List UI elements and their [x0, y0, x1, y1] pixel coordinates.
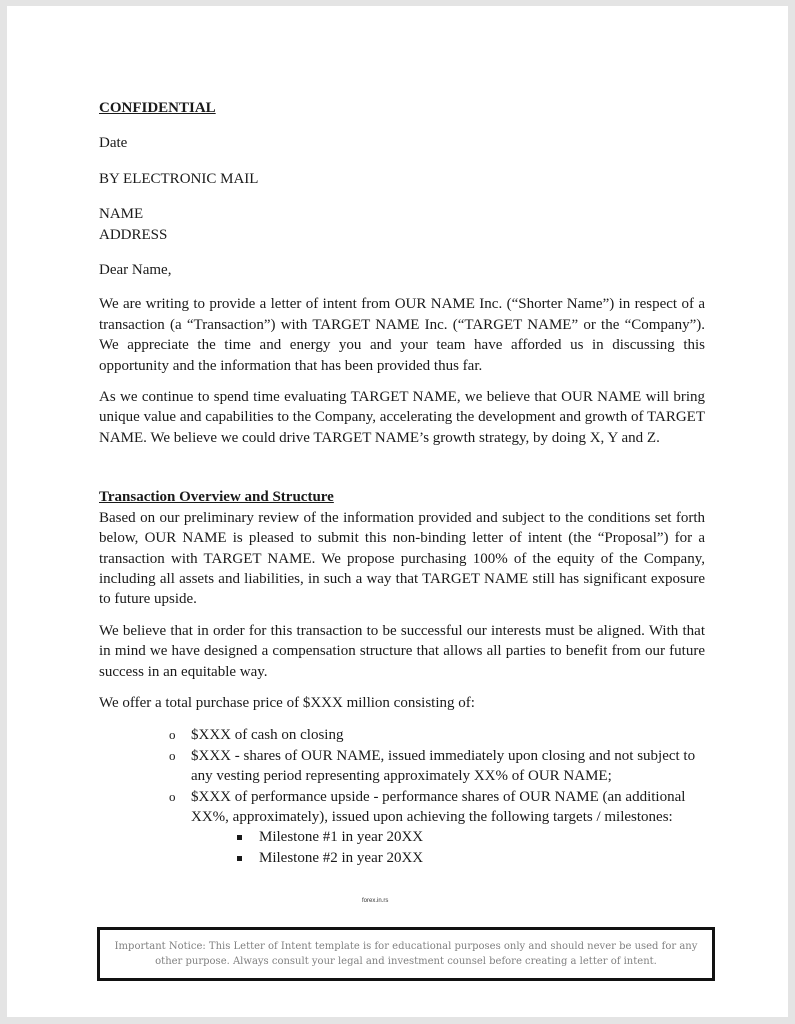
- offer-item-text: $XXX - shares of OUR NAME, issued immediately upon closing and not subject to any vesting period representing approximately XX% of OUR NAME;: [191, 747, 696, 785]
- notice-text: Important Notice: This Letter of Intent template is for educational purposes only and should never be used for any other purpose. Always consult your legal and investment counsel before creating a letter of intent.: [114, 941, 698, 967]
- offer-intro: We offer a total purchase price of $XXX million consisting of:: [99, 694, 475, 711]
- circle-bullet-icon: o: [169, 747, 176, 763]
- section-heading: Transaction Overview and Structure: [99, 489, 334, 506]
- offer-item-text: $XXX of cash on closing: [191, 727, 344, 744]
- document-page: [7, 6, 788, 1017]
- salutation: Dear Name,: [99, 262, 172, 279]
- square-bullet-icon: [237, 835, 242, 840]
- circle-bullet-icon: o: [169, 788, 176, 804]
- section-spacer: [99, 459, 705, 487]
- list-item: [169, 725, 705, 745]
- delivery-method: BY ELECTRONIC MAIL: [99, 170, 259, 187]
- milestone-list: [191, 827, 705, 868]
- confidential-heading: CONFIDENTIAL: [99, 100, 216, 116]
- recipient-block: [99, 204, 705, 245]
- watermark: forex.in.rs: [362, 898, 389, 904]
- offer-item-text: $XXX of performance upside - performance shares of OUR NAME (an additional XX%, approximately), issued upon achieving the following targets / milestones:: [191, 788, 686, 825]
- important-notice-box: [97, 927, 715, 981]
- list-item: [169, 746, 705, 787]
- list-item: [169, 787, 705, 869]
- intro-paragraph-2: As we continue to spend time evaluating TARGET NAME, we believe that OUR NAME will bring unique value and capabilities to the Company, accelerating the development and growth of TARGET NAME. We believe we could drive TARGET NAME’s growth strategy, by doing X, Y and Z.: [99, 389, 705, 446]
- section-paragraph-2: We believe that in order for this transaction to be successful our interests must be aligned. With that in mind we have designed a compensation structure that allows all parties to benefit from our future success in an equitable way.: [99, 622, 705, 680]
- list-item: [237, 848, 705, 868]
- offer-list: [99, 725, 705, 868]
- milestone-text: Milestone #1 in year 20XX: [259, 829, 424, 846]
- recipient-name: NAME: [99, 206, 144, 223]
- circle-bullet-icon: o: [169, 727, 176, 743]
- recipient-address: ADDRESS: [99, 226, 168, 243]
- date-line: Date: [99, 135, 128, 152]
- list-item: [237, 827, 705, 847]
- intro-paragraph-1: We are writing to provide a letter of intent from OUR NAME Inc. (“Shorter Name”) in respect of a transaction (a “Transaction”) with TARGET NAME Inc. (“TARGET NAME” or the “Company”). We appreciate the time and energy you and your team have afforded us in discussing this opportunity and the information that has been provided thus far.: [99, 296, 705, 374]
- section-paragraph-1: Based on our preliminary review of the information provided and subject to the conditions set forth below, OUR NAME is pleased to submit this non-binding letter of intent (the “Proposal”) for a transaction with TARGET NAME. We propose purchasing 100% of the equity of the Company, including all assets and liabilities, in such a way that TARGET NAME still has significant exposure to future upside.: [99, 509, 705, 608]
- letter-body: [99, 98, 705, 868]
- milestone-text: Milestone #2 in year 20XX: [259, 849, 424, 866]
- square-bullet-icon: [237, 856, 242, 861]
